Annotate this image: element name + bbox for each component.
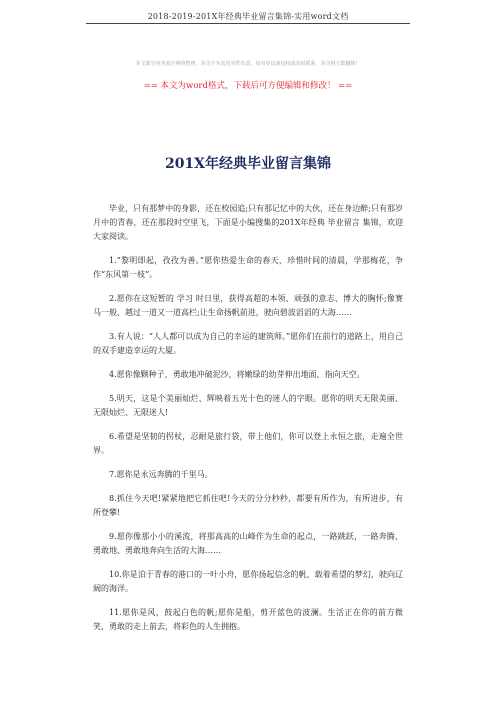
- message-item: 6.希望是坚韧的拐杖，忍耐是旅行袋，带上他们，你可以登上永恒之旅，走遍全世界。: [93, 432, 403, 455]
- message-item: 10.你是泊于青春的港口的一叶小舟，愿你扬起信念的帆，载着希望的梦幻，驶向辽阔的海洋。: [93, 570, 403, 593]
- message-item: 3.有人说：“人人都可以成为自己的幸运的建筑师。”愿你们在前行的道路上，用自己的双手建造幸运的大厦。: [93, 332, 403, 355]
- message-item: 8.抓住今天吧!紧紧地把它抓住吧!今天的分分秒秒，都要有所作为，有所进步，有所登攀!: [93, 494, 403, 517]
- document-body: [93, 202, 403, 644]
- message-item: 9.愿你像那小小的溪流，将那高高的山峰作为生命的起点，一路跳跃，一路奔腾，勇敢地、勇敢地奔向生活的大海……: [93, 532, 403, 555]
- message-item: 4.愿你像颗种子，勇敢地冲破泥沙，将嫩绿的幼芽伸出地面，指向天空。: [109, 370, 365, 379]
- disclaimer-note: 本文部分内容来自网络整理，本司不为其真实性负责，如有异议或侵权请及时联系，本司将立即删除！: [135, 61, 361, 67]
- header-title: 2018-2019-201X年经典毕业留言集锦-实用word文档: [147, 12, 349, 21]
- message-item: 11.愿你是风，鼓起白色的帆;愿你是船，剪开蓝色的波澜。生活正在你的前方微笑，勇敢的走上前去，将彩色的人生拥抱。: [93, 608, 403, 631]
- message-item: 2.愿你在这短暂的 学习 时日里，获得高超的本领、顽强的意志、博大的胸怀;像赛马一般，越过一道又一道高栏;让生命扬帆前进，驶向碧波滔滔的大海……: [93, 294, 403, 317]
- message-item: 7.愿你是永远奔腾的千里马。: [109, 470, 213, 479]
- document-title: 201X年经典毕业留言集锦: [164, 156, 332, 172]
- editable-banner: == 本文为word格式，下载后可方便编辑和修改！ ==: [143, 81, 353, 91]
- header-rule: [86, 23, 410, 24]
- intro-paragraph: 毕业，只有那梦中的身影，还在校园追;只有那记忆中的大伙，还在身边醉;只有那岁月中的青春，还在那段时空里飞，下面是小编搜集的201X年经典 毕业留言 集锦，欢迎大家阅读。: [93, 204, 403, 241]
- message-item: 5.明天，这是个美丽灿烂、辉映着五光十色的迷人的字眼。愿你的明天无限美丽、无限灿烂、无限迷人!: [93, 394, 403, 417]
- message-item: 1.“黎明即起，孜孜为善。”愿你热爱生命的春天，珍惜时间的清晨，学那梅花，争作“东风第一枝”。: [93, 256, 403, 279]
